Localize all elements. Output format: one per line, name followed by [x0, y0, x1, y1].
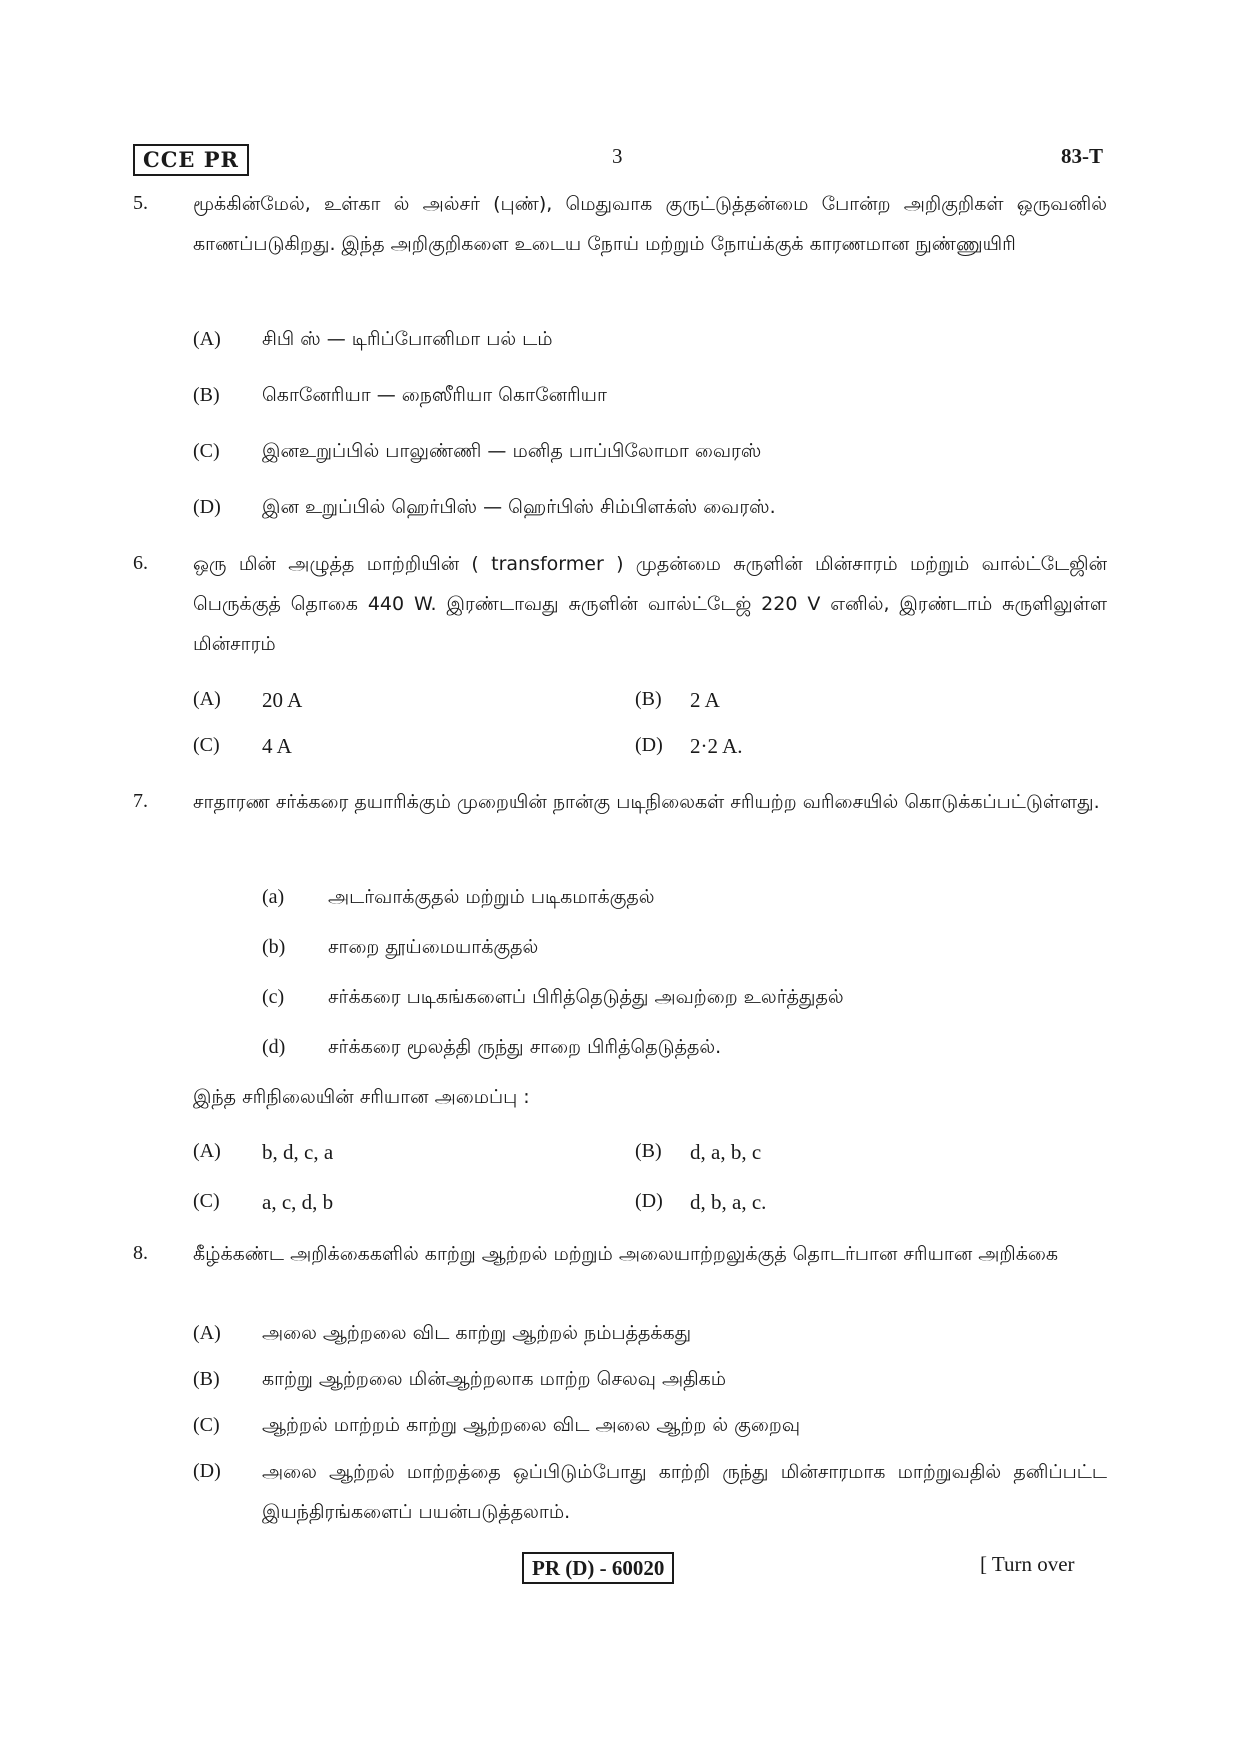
q5-option-a-text: சிபி ஸ் — டிரிப்போனிமா பல் டம்	[262, 328, 553, 350]
q7-option-b-text: d, a, b, c	[690, 1140, 762, 1164]
q7-option-d-text: d, b, a, c.	[690, 1190, 767, 1214]
q7-prompt: இந்த சரிநிலையின் சரியான அமைப்பு :	[193, 1086, 530, 1108]
question-7-number: 7.	[133, 790, 148, 812]
q7-option-c-text: a, c, d, b	[262, 1190, 334, 1214]
q5-option-c-text: இனஉறுப்பில் பாலுண்ணி — மனித பாப்பிலோமா வைரஸ்	[262, 440, 762, 462]
q6-option-b-text: 2 A	[690, 688, 720, 712]
q7-step-c-label: (c)	[262, 986, 285, 1008]
q6-option-c-label: (C)	[193, 734, 220, 756]
page-number: 3	[612, 144, 623, 168]
question-5-number: 5.	[133, 192, 148, 214]
q7-step-d-label: (d)	[262, 1036, 286, 1058]
q8-option-d-label: (D)	[193, 1460, 221, 1482]
q8-option-a-text: அலை ஆற்றலை விட காற்று ஆற்றல் நம்பத்தக்கது	[262, 1322, 692, 1344]
q5-option-a-label: (A)	[193, 328, 221, 350]
q8-option-c-label: (C)	[193, 1414, 220, 1436]
q8-option-b-text: காற்று ஆற்றலை மின்ஆற்றலாக மாற்ற செலவு அதிகம்	[262, 1368, 727, 1390]
q7-step-b-label: (b)	[262, 936, 286, 958]
q7-step-b-text: சாறை தூய்மையாக்குதல்	[328, 936, 539, 958]
q7-step-d-text: சர்க்கரை மூலத்தி ருந்து சாறை பிரித்தெடுத்தல்.	[328, 1036, 722, 1058]
q7-option-a-label: (A)	[193, 1140, 221, 1162]
q6-option-c-text: 4 A	[262, 734, 292, 758]
q6-option-b-label: (B)	[635, 688, 662, 710]
q8-option-b-label: (B)	[193, 1368, 220, 1390]
q5-option-c-label: (C)	[193, 440, 220, 462]
question-6-text: ஒரு மின் அழுத்த மாற்றியின் ( transformer ) முதன்மை சுருளின் மின்சாரம் மற்றும் வால்ட்டேஜின் பெருக்குத் தொகை 440 W. இரண்டாவது சுருளின் வால்ட்டேஜ் 220 V எனில், இரண்டாம் சுருளிலுள்ள மின்சாரம்	[193, 553, 1107, 655]
q7-step-c-text: சர்க்கரை படிகங்களைப் பிரித்தெடுத்து அவற்றை உலர்த்துதல்	[328, 986, 844, 1008]
question-6-number: 6.	[133, 552, 148, 574]
q5-option-d-text: இன உறுப்பில் ஹெர்பிஸ் — ஹெர்பிஸ் சிம்பிளக்ஸ் வைரஸ்.	[262, 496, 776, 518]
question-8-text: கீழ்க்கண்ட அறிக்கைகளில் காற்று ஆற்றல் மற்றும் அலையாற்றலுக்குத் தொடர்பான சரியான அறிக்கை	[193, 1243, 1059, 1265]
question-7-text: சாதாரண சர்க்கரை தயாரிக்கும் முறையின் நான்கு படிநிலைகள் சரியற்ற வரிசையில் கொடுக்கப்பட்டுள்ளது.	[193, 791, 1100, 813]
q7-step-a-label: (a)	[262, 886, 285, 908]
q5-option-d-label: (D)	[193, 496, 221, 518]
q6-option-a-text: 20 A	[262, 688, 303, 712]
turn-over-note: [ Turn over	[980, 1552, 1075, 1576]
exam-code-box: CCE PR	[133, 144, 249, 176]
q8-option-c-text: ஆற்றல் மாற்றம் காற்று ஆற்றலை விட அலை ஆற்ற ல் குறைவு	[262, 1414, 801, 1436]
q7-option-b-label: (B)	[635, 1140, 662, 1162]
q7-option-a-text: b, d, c, a	[262, 1140, 334, 1164]
q6-option-a-label: (A)	[193, 688, 221, 710]
question-5-text: மூக்கின்மேல், உள்கா ல் அல்சர் (புண்), மெதுவாக குருட்டுத்தன்மை போன்ற அறிகுறிகள் ஒருவனில் காணப்படுகிறது. இந்த அறிகுறிகளை உடைய நோய் மற்றும் நோய்க்குக் காரணமான நுண்ணுயிரி	[193, 193, 1107, 255]
q5-option-b-text: கொனேரியா — நைஸீரியா கொனேரியா	[262, 384, 607, 406]
q5-option-b-label: (B)	[193, 384, 220, 406]
footer-code-box: PR (D) - 60020	[522, 1552, 674, 1584]
q7-step-a-text: அடர்வாக்குதல் மற்றும் படிகமாக்குதல்	[328, 886, 655, 908]
q6-option-d-label: (D)	[635, 734, 663, 756]
paper-code: 83-T	[1061, 144, 1103, 168]
q7-option-c-label: (C)	[193, 1190, 220, 1212]
q6-option-d-text: 2·2 A.	[690, 734, 743, 758]
q8-option-d-text: அலை ஆற்றல் மாற்றத்தை ஒப்பிடும்போது காற்றி ருந்து மின்சாரமாக மாற்றுவதில் தனிப்பட்ட இயந்திரங்களைப் பயன்படுத்தலாம்.	[262, 1461, 1107, 1523]
q7-option-d-label: (D)	[635, 1190, 663, 1212]
question-8-number: 8.	[133, 1242, 148, 1264]
q8-option-a-label: (A)	[193, 1322, 221, 1344]
